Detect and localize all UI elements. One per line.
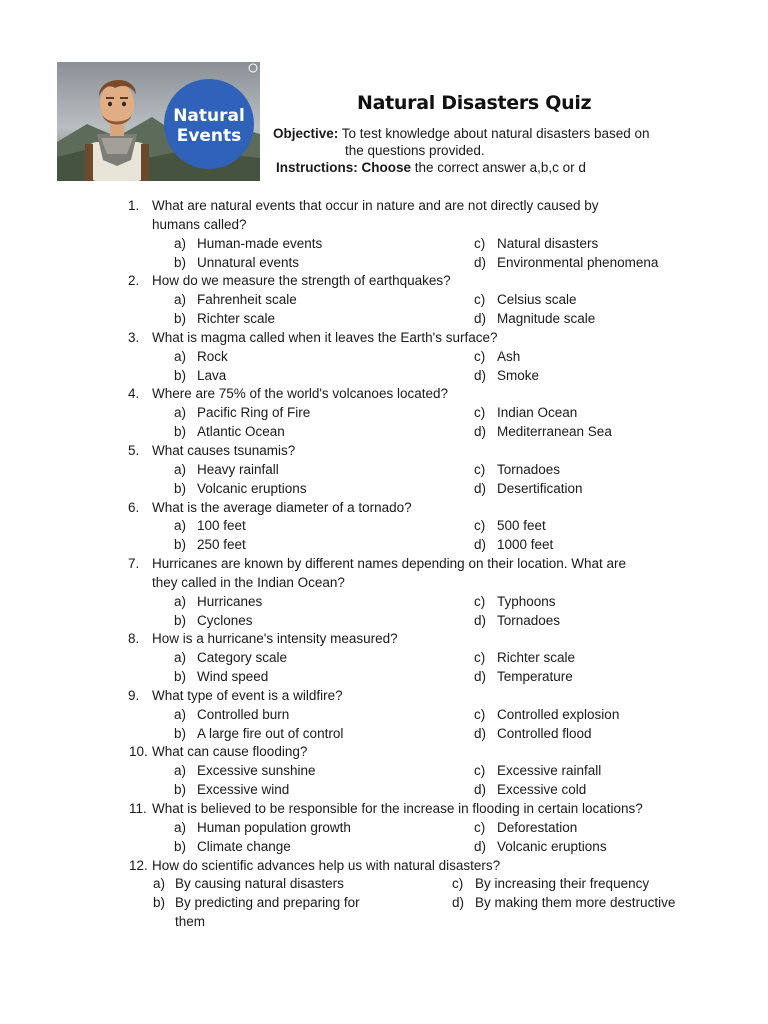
option-d: Magnitude scale	[497, 311, 596, 327]
option-d: Environmental phenomena	[497, 254, 659, 270]
banner-text-natural: Natural	[173, 106, 245, 126]
question-text: humans called?	[152, 216, 247, 232]
option-letter: c)	[474, 518, 486, 534]
option-row	[0, 781, 768, 800]
option-a: 100 feet	[197, 518, 246, 534]
option-b: Lava	[197, 367, 227, 383]
option-letter: a)	[174, 819, 187, 835]
option-row	[0, 461, 768, 480]
option-b: Unnatural events	[197, 254, 300, 270]
option-d: Controlled flood	[497, 725, 592, 741]
option-d: Tornadoes	[497, 612, 561, 628]
option-letter: c)	[474, 235, 486, 251]
question-text: How is a hurricane's intensity measured?	[152, 631, 398, 647]
option-letter: b)	[174, 782, 187, 798]
option-c: Tornadoes	[497, 461, 561, 477]
option-c: Celsius scale	[497, 292, 577, 308]
option-b: Atlantic Ocean	[197, 424, 285, 440]
objective-text-1: To test knowledge about natural disasters based on	[341, 126, 650, 141]
option-c: Typhoons	[497, 593, 556, 609]
option-a: Controlled burn	[197, 706, 290, 722]
option-letter: d)	[474, 838, 487, 854]
option-c: Richter scale	[497, 650, 576, 666]
option-letter: d)	[474, 537, 487, 553]
option-letter: b)	[174, 612, 187, 628]
option-a: Human-made events	[197, 235, 323, 251]
option-row	[0, 348, 768, 367]
option-letter: a)	[174, 235, 187, 251]
question-text: What is magma called when it leaves the Earth's surface?	[152, 329, 498, 345]
question-number: 10.	[129, 744, 148, 760]
option-letter: d)	[474, 612, 487, 628]
option-letter: d)	[474, 254, 487, 270]
question-text: How do scientific advances help us with natural disasters?	[152, 857, 501, 873]
instructions-block	[276, 159, 586, 176]
question-number: 11.	[129, 801, 147, 816]
option-row	[0, 875, 768, 894]
option-row	[0, 536, 768, 555]
option-a: Pacific Ring of Fire	[197, 405, 311, 421]
option-row	[0, 838, 768, 857]
question-text: What causes tsunamis?	[152, 442, 296, 458]
option-a: Rock	[197, 348, 228, 364]
question-row	[0, 385, 768, 404]
option-b: A large fire out of control	[197, 725, 344, 741]
option-a: Excessive sunshine	[197, 763, 316, 779]
page-title: Natural Disasters Quiz	[357, 92, 592, 114]
instructions-text: the correct answer a,b,c or d	[414, 160, 586, 175]
question-text: What is the average diameter of a tornado?	[152, 499, 412, 515]
question-row	[0, 329, 768, 348]
option-c: Natural disasters	[497, 235, 599, 251]
question-row	[0, 800, 768, 819]
option-letter: c)	[474, 405, 486, 421]
option-b: Wind speed	[197, 669, 269, 685]
question-text: Hurricanes are known by different names depending on their location. What are	[152, 556, 627, 572]
option-letter: c)	[474, 348, 486, 364]
question-number: 1.	[128, 198, 140, 213]
question-row	[0, 197, 768, 216]
option-row	[0, 593, 768, 612]
question-row	[0, 499, 768, 518]
question-number: 8.	[128, 631, 140, 647]
option-letter: c)	[474, 819, 486, 835]
option-a: By causing natural disasters	[175, 876, 344, 892]
option-letter: b)	[174, 838, 187, 854]
option-letter: d)	[474, 480, 487, 496]
option-c: 500 feet	[497, 518, 546, 534]
option-row	[0, 291, 768, 310]
header-banner-image	[57, 62, 260, 181]
option-letter: b)	[174, 725, 187, 741]
question-row	[0, 574, 768, 593]
option-letter: a)	[174, 292, 187, 308]
option-b: Excessive wind	[197, 782, 290, 798]
option-letter: c)	[452, 876, 464, 892]
question-text: they called in the Indian Ocean?	[152, 574, 345, 590]
option-row	[0, 649, 768, 668]
option-row	[0, 310, 768, 329]
option-letter: a)	[174, 650, 187, 666]
option-row	[0, 706, 768, 725]
option-letter: c)	[474, 593, 486, 609]
question-row	[0, 555, 768, 574]
option-c: Ash	[497, 348, 521, 364]
question-row	[0, 743, 768, 762]
objective-text-2: the questions provided.	[345, 143, 485, 158]
question-row	[0, 442, 768, 461]
option-b: Volcanic eruptions	[197, 480, 307, 496]
option-letter: a)	[174, 706, 187, 722]
option-letter: c)	[474, 461, 486, 477]
option-a: Category scale	[197, 650, 288, 666]
option-letter: a)	[174, 518, 187, 534]
option-row	[0, 404, 768, 423]
option-a: Fahrenheit scale	[197, 292, 297, 308]
option-letter: c)	[474, 706, 486, 722]
option-row	[0, 894, 768, 913]
option-letter: d)	[474, 725, 487, 741]
option-b: 250 feet	[197, 537, 246, 553]
question-number: 3.	[128, 329, 140, 345]
option-letter: a)	[174, 763, 187, 779]
option-letter: b)	[174, 311, 187, 327]
option-letter: a)	[174, 593, 187, 609]
option-letter: d)	[452, 895, 465, 911]
option-row	[0, 668, 768, 687]
option-d: Mediterranean Sea	[497, 424, 612, 440]
option-letter: b)	[153, 895, 166, 911]
option-letter: d)	[474, 424, 487, 440]
option-a: Hurricanes	[197, 593, 263, 609]
option-b: By predicting and preparing for	[175, 895, 360, 911]
option-letter: a)	[174, 461, 187, 477]
question-text: What type of event is a wildfire?	[152, 687, 343, 703]
option-letter: c)	[474, 292, 486, 308]
option-c: Excessive rainfall	[497, 763, 602, 779]
question-number: 4.	[128, 386, 140, 402]
option-b: Cyclones	[197, 612, 253, 628]
option-b-continued: them	[175, 914, 206, 930]
option-letter: a)	[153, 876, 166, 892]
question-number: 2.	[128, 273, 140, 289]
objective-block	[273, 125, 650, 159]
question-number: 12.	[129, 857, 148, 873]
option-letter: d)	[474, 669, 487, 685]
question-number: 6.	[128, 499, 140, 515]
option-letter: a)	[174, 348, 187, 364]
option-row	[0, 913, 768, 932]
option-b: Climate change	[197, 838, 291, 854]
question-text: What can cause flooding?	[152, 744, 308, 760]
option-letter: d)	[474, 311, 487, 327]
objective-label: Objective:	[273, 126, 339, 141]
option-b: Richter scale	[197, 311, 276, 327]
option-d: By making them more destructive	[475, 895, 676, 911]
question-row	[0, 857, 768, 876]
banner-text-events: Events	[176, 126, 242, 146]
option-c: Indian Ocean	[497, 405, 578, 421]
question-text: What are natural events that occur in nature and are not directly caused by	[152, 198, 599, 213]
option-d: Desertification	[497, 480, 583, 496]
option-letter: b)	[174, 537, 187, 553]
question-row	[0, 272, 768, 291]
question-text: Where are 75% of the world's volcanoes located?	[152, 386, 448, 402]
option-letter: c)	[474, 650, 486, 666]
question-row	[0, 687, 768, 706]
option-d: 1000 feet	[497, 537, 554, 553]
option-c: Deforestation	[497, 819, 578, 835]
option-row	[0, 517, 768, 536]
question-list	[0, 197, 768, 932]
option-row	[0, 819, 768, 838]
option-row	[0, 612, 768, 631]
option-letter: d)	[474, 782, 487, 798]
option-d: Temperature	[497, 669, 573, 685]
option-letter: b)	[174, 480, 187, 496]
option-row	[0, 762, 768, 781]
option-letter: c)	[474, 763, 486, 779]
option-a: Heavy rainfall	[197, 461, 279, 477]
option-d: Volcanic eruptions	[497, 838, 607, 854]
question-text: How do we measure the strength of earthquakes?	[152, 273, 451, 289]
question-number: 9.	[128, 687, 140, 703]
option-a: Human population growth	[197, 819, 351, 835]
option-row	[0, 480, 768, 499]
option-row	[0, 725, 768, 744]
option-row	[0, 235, 768, 254]
option-row	[0, 254, 768, 273]
option-letter: b)	[174, 669, 187, 685]
option-d: Excessive cold	[497, 782, 587, 798]
option-c: Controlled explosion	[497, 706, 620, 722]
option-row	[0, 367, 768, 386]
instructions-label: Instructions: Choose	[276, 160, 412, 175]
option-letter: b)	[174, 367, 187, 383]
question-row	[0, 630, 768, 649]
question-number: 7.	[128, 556, 140, 572]
question-text: What is believed to be responsible for the increase in flooding in certain locations?	[152, 801, 643, 816]
question-number: 5.	[128, 442, 140, 458]
option-c: By increasing their frequency	[475, 876, 650, 892]
question-row	[0, 216, 768, 235]
option-d: Smoke	[497, 367, 540, 383]
option-letter: d)	[474, 367, 487, 383]
option-letter: b)	[174, 424, 187, 440]
option-row	[0, 423, 768, 442]
option-letter: a)	[174, 405, 187, 421]
option-letter: b)	[174, 254, 187, 270]
